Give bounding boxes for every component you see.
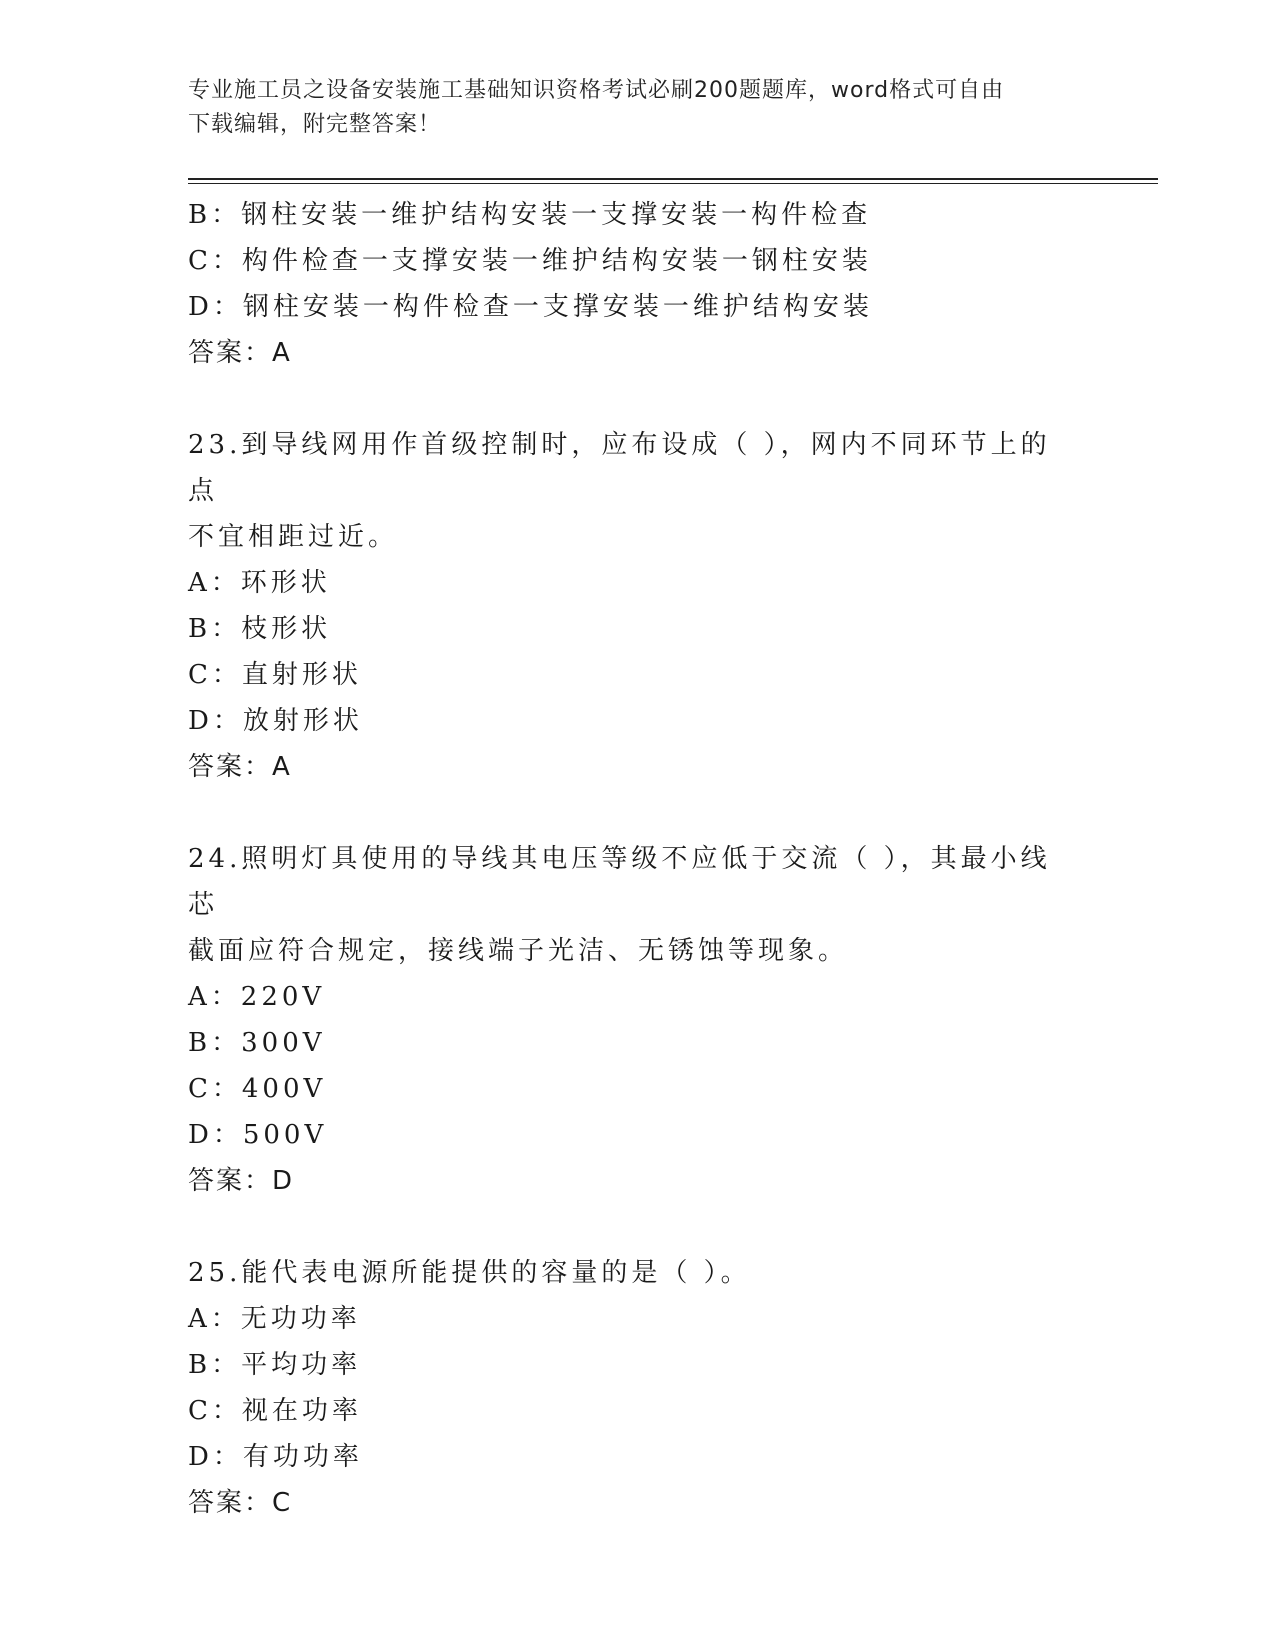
option-d: D：500V <box>188 1120 328 1150</box>
answer: 答案：D <box>188 1166 295 1196</box>
option-a: A：环形状 <box>188 568 331 598</box>
header-rule-thick <box>188 178 1158 180</box>
answer: 答案：A <box>188 338 292 368</box>
option-b: B：钢柱安装一维护结构安装一支撑安装一构件检查 <box>188 200 872 230</box>
header-line-2: 下载编辑，附完整答案！ <box>188 112 442 137</box>
option-c: C：直射形状 <box>188 660 362 690</box>
question-content <box>188 192 1088 1526</box>
option-b: B：平均功率 <box>188 1350 362 1380</box>
option-b: B：300V <box>188 1028 326 1058</box>
question-stem <box>188 836 1068 974</box>
question-23 <box>188 422 1088 790</box>
option-d: D：有功功率 <box>188 1442 363 1472</box>
question-stem <box>188 1250 1068 1296</box>
stem-line-1: 23.到导线网用作首级控制时，应布设成（ ），网内不同环节上的点 <box>188 430 1051 506</box>
answer: 答案：C <box>188 1488 293 1518</box>
option-d: D：钢柱安装一构件检查一支撑安装一维护结构安装 <box>188 292 873 322</box>
stem-line-2: 截面应符合规定，接线端子光洁、无锈蚀等现象。 <box>188 936 849 966</box>
question-24 <box>188 836 1088 1204</box>
stem-line-2: 不宜相距过近。 <box>188 522 399 552</box>
stem-line-1: 24.照明灯具使用的导线其电压等级不应低于交流（ ），其最小线芯 <box>188 844 1051 920</box>
option-d: D：放射形状 <box>188 706 363 736</box>
answer: 答案：A <box>188 752 292 782</box>
option-c: C：构件检查一支撑安装一维护结构安装一钢柱安装 <box>188 246 872 276</box>
question-stem <box>188 422 1068 560</box>
question-22-tail <box>188 192 1088 376</box>
document-header <box>188 74 1068 142</box>
header-rule-thin <box>188 183 1158 184</box>
option-b: B：枝形状 <box>188 614 332 644</box>
header-line-1: 专业施工员之设备安装施工基础知识资格考试必刷200题题库，word格式可自由 <box>188 78 1005 103</box>
option-a: A：无功功率 <box>188 1304 361 1334</box>
option-c: C：400V <box>188 1074 327 1104</box>
question-25 <box>188 1250 1088 1526</box>
option-a: A：220V <box>188 982 326 1012</box>
stem-line-1: 25.能代表电源所能提供的容量的是（ ）。 <box>188 1258 751 1288</box>
option-c: C：视在功率 <box>188 1396 362 1426</box>
